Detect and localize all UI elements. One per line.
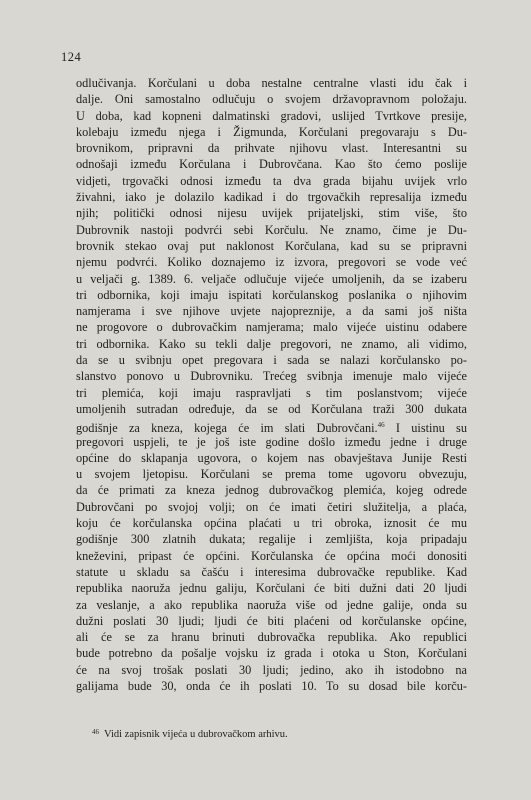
text-line-content: ali će se za hranu brinuti dubrovačka republika. Ako republici: [76, 630, 467, 645]
text-line: [76, 450, 467, 466]
text-line: [76, 531, 467, 547]
body-text: [76, 75, 467, 694]
text-line: [76, 173, 467, 189]
text-line-content: Dubrovčani po svojoj volji; on će imati četiri služitelja, a plaća,: [76, 499, 467, 514]
text-line: [76, 336, 467, 352]
text-line-content: odlučivanja. Korčulani u doba nestalne centralne vlasti idu čak i: [76, 76, 467, 90]
text-line: [76, 75, 467, 91]
text-line: [76, 629, 467, 645]
text-line: [76, 417, 467, 436]
text-line-content: Dubrovnik nastoji podvrći sebi Korčulu. Ne znamo, čime je Du-: [76, 222, 467, 237]
text-line-content: bude potrebno da pošalje vojsku iz grada i otoka u Ston, Korčulani: [76, 646, 467, 661]
text-line-content: odnošaji između Korčulana i Dubrovčana. Kao što ćemo poslije: [76, 157, 467, 172]
text-line: [76, 352, 467, 368]
page-number: 124: [61, 50, 82, 64]
footnote: [92, 728, 452, 740]
text-line-content: da se u svibnju opet pregovara i sada se nalazi korčulansko po-: [76, 353, 467, 368]
text-line-content: kneževini, pripast će općini. Korčulanska će općina moći donositi: [76, 548, 467, 563]
text-line-content: u svojem ljetopisu. Korčulani se prema tome ugovoru obvezuju,: [76, 467, 467, 482]
text-line: [76, 271, 467, 287]
text-line-content: slanstvo ponovo u Dubrovniku. Trećeg svibnja imenuje malo vijeće: [76, 369, 467, 384]
footnote-marker: 46: [92, 728, 99, 736]
text-line: [76, 385, 467, 401]
text-line: [76, 548, 467, 564]
text-line-content: vidjeti, trgovački odnosi između ta dva grada bijahu uvijek vrlo: [76, 173, 467, 188]
text-line: [76, 482, 467, 498]
text-line: [76, 515, 467, 531]
text-line-content: dalje. Oni samostalno odlučuju o svojem državopravnom položaju.: [76, 92, 467, 107]
text-line-content: brovnik stekao ovaj put naklonost Korčulana, kad su se pripravni: [76, 238, 467, 253]
text-line: [76, 597, 467, 613]
text-line-content: dužni poslati 30 ljudi; ljudi će biti plaćeni od korčulanske općine,: [76, 613, 467, 628]
text-line-content: općine do sklapanja ugovora, o kojem nas obavještava Junije Resti: [76, 450, 467, 465]
text-line: [76, 189, 467, 205]
text-line-content: namjerama i sve njihove uvjete najopreznije, a da sami još ništa: [76, 304, 467, 319]
text-line-content: galijama bude 30, onda će ih poslati 10. To su dosad bile korču-: [76, 678, 467, 693]
text-line: [76, 499, 467, 515]
text-line: [76, 222, 467, 238]
text-line: [76, 238, 467, 254]
text-line-content: umoljenih sutradan određuje, da se od Korčulana traži 300 dukata: [76, 401, 467, 416]
text-line-content: će na svoj trošak poslati 30 ljudi; jedino, ako ih istodobno na: [76, 662, 467, 677]
text-line-content: u veljači g. 1389. 6. veljače odlučuje vijeće umoljenih, da se izaberu: [76, 271, 467, 286]
text-line: [76, 662, 467, 678]
text-line: [76, 156, 467, 172]
text-line-content: brovnikom, pripravni da prihvate njihovu vlast. Interesantni su: [76, 141, 467, 156]
text-line: [76, 645, 467, 661]
footnote-text: Vidi zapisnik vijeća u dubrovačkom arhivu.: [104, 729, 288, 740]
text-line-content: njemu podvrći. Koliko doznajemo iz izvora, pregovori se vode već: [76, 255, 467, 270]
text-line-content: koju će korčulanska općina plaćati u tri obroka, iznosit će mu: [76, 516, 467, 531]
text-line-content: za veslanje, a ako republika naoruža više od jedne galije, onda su: [76, 597, 467, 612]
text-line-content: godišnje za kneza, kojega će im slati Dubrovčani.: [76, 421, 378, 436]
text-line-content: da će primati za kneza jednog dubrovačkog plemića, kojeg odrede: [76, 483, 467, 498]
text-line: [76, 140, 467, 156]
text-line: [76, 108, 467, 124]
text-line: [76, 434, 467, 450]
text-line: [76, 678, 467, 694]
text-line-content: tri odbornika, koji imaju ispitati korčulanskog poslanika o njihovim: [76, 287, 467, 302]
text-line-content: kolebaju između njega i Žigmunda, Korčulani pregovaraju s Du-: [76, 124, 467, 139]
text-line: [76, 124, 467, 140]
text-line-content: njih; politički odnosi nijesu uvijek prijateljski, stim više, što: [76, 206, 467, 221]
text-line-content: tri plemića, koji imaju raspravljati s tim poslanstvom; vijeće: [76, 385, 467, 400]
text-line-content: živahni, iako je dolazilo kadikad i do trgovačkih represalija između: [76, 190, 467, 205]
text-line: [76, 319, 467, 335]
text-line-content: tri odbornika. Kako su tekli dalje pregovori, ne znamo, ali vidimo,: [76, 336, 467, 351]
text-line-content: I uistinu su: [395, 421, 467, 436]
text-line-content: U doba, kad kopneni dalmatinski gradovi, uslijed Tvrtkove presije,: [76, 108, 467, 123]
text-line: [76, 91, 467, 107]
text-line: [76, 254, 467, 270]
text-line-content: godišnje 300 zlatnih dukata; regalije i zemljišta, koja pripadaju: [76, 532, 467, 547]
text-line-content: republika naoruža jednu galiju, Korčulani će biti dužni dati 20 ljudi: [76, 581, 467, 596]
text-line: [76, 466, 467, 482]
text-line: [76, 580, 467, 596]
footnote-reference: 46: [377, 421, 385, 430]
text-line-content: ne progovore o dubrovačkim namjerama; malo vijeće uistinu odabere: [76, 320, 467, 335]
text-line: [76, 613, 467, 629]
text-line-content: pregovori uspjeli, te je još iste godine došlo između jedne i druge: [76, 434, 467, 449]
text-line: [76, 401, 467, 417]
text-line: [76, 564, 467, 580]
text-line: [76, 287, 467, 303]
text-line-content: statute u skladu sa čašću i interesima dubrovačke republike. Kad: [76, 564, 467, 579]
text-line: [76, 368, 467, 384]
text-line: [76, 205, 467, 221]
text-line: [76, 303, 467, 319]
